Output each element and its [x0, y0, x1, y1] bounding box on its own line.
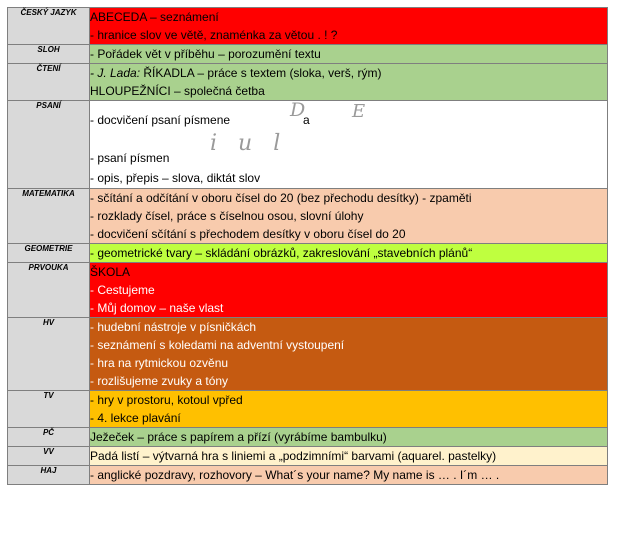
list-item: - seznámení s koledami na adventní vystoupení	[90, 338, 345, 352]
list-item	[90, 101, 607, 131]
subject-cell: GEOMETRIE	[8, 244, 90, 263]
content-cell	[90, 45, 608, 64]
list-item: - anglické pozdravy, rozhovory – What´s your name? My name is … . I´m … .	[90, 468, 500, 482]
content-cell	[90, 101, 608, 189]
content-cell	[90, 318, 608, 391]
table-row	[8, 45, 608, 64]
table-row	[8, 244, 608, 263]
content-cell	[90, 8, 608, 45]
subject-cell: ČTENÍ	[8, 64, 90, 101]
list-item: - Můj domov – naše vlast	[90, 301, 224, 315]
subject-cell: VV	[8, 447, 90, 466]
subject-cell: MATEMATIKA	[8, 189, 90, 244]
list-item: - hra na rytmickou ozvěnu	[90, 356, 229, 370]
subject-cell: TV	[8, 391, 90, 428]
list-item: - rozlišujeme zvuky a tóny	[90, 374, 229, 388]
subject-cell: HV	[8, 318, 90, 391]
subject-cell: HAJ	[8, 466, 90, 485]
list-item: - hranice slov ve větě, znaménka za větou . ! ?	[90, 28, 338, 42]
weekly-plan-table	[7, 7, 608, 485]
content-cell	[90, 391, 608, 428]
table-row	[8, 318, 608, 391]
handwritten-letter-d: D	[290, 99, 306, 121]
content-cell	[90, 244, 608, 263]
content-cell	[90, 447, 608, 466]
list-item-text: a	[303, 113, 310, 127]
list-item: - docvičení sčítání s přechodem desítky v oboru čísel do 20	[90, 227, 406, 241]
list-item: ŠKOLA	[90, 265, 131, 279]
subject-cell: ČESKÝ JAZYK	[8, 8, 90, 45]
table-row	[8, 101, 608, 189]
list-item-text: - psaní písmen	[90, 151, 170, 165]
list-item: - Cestujeme	[90, 283, 155, 297]
author-label: - J. Lada:	[90, 66, 141, 80]
subject-cell: PSANÍ	[8, 101, 90, 189]
table-row	[8, 189, 608, 244]
list-item	[90, 131, 607, 169]
table-row	[8, 466, 608, 485]
list-item: - sčítání a odčítání v oboru čísel do 20 (bez přechodu desítky) - zpaměti	[90, 191, 472, 205]
list-item: Padá listí – výtvarná hra s liniemi a „podzimními“ barvami (aquarel. pastelky)	[90, 449, 497, 463]
list-item: - 4. lekce plavání	[90, 411, 181, 425]
content-cell	[90, 466, 608, 485]
list-item: - Pořádek vět v příběhu – porozumění textu	[90, 47, 321, 61]
content-cell	[90, 189, 608, 244]
content-cell	[90, 64, 608, 101]
table-row	[8, 447, 608, 466]
list-item: ABECEDA – seznámení	[90, 10, 219, 24]
list-item: - opis, přepis – slova, diktát slov	[90, 171, 261, 185]
table-row	[8, 391, 608, 428]
list-item-text: ŘÍKADLA – práce s textem (sloka, verš, rým)	[143, 66, 382, 80]
list-item: - rozklady čísel, práce s číselnou osou, slovní úlohy	[90, 209, 364, 223]
table-row	[8, 428, 608, 447]
table-row	[8, 64, 608, 101]
handwritten-letters: i u l	[210, 131, 288, 156]
subject-cell: PČ	[8, 428, 90, 447]
subject-cell: SLOH	[8, 45, 90, 64]
list-item: - hudební nástroje v písničkách	[90, 320, 257, 334]
content-cell	[90, 428, 608, 447]
table-row	[8, 8, 608, 45]
subject-cell: PRVOUKA	[8, 263, 90, 318]
list-item	[90, 64, 607, 82]
list-item: - geometrické tvary – skládání obrázků, zakreslování „stavebních plánů“	[90, 246, 473, 260]
list-item-text: - docvičení psaní písmene	[90, 113, 231, 127]
list-item: Ježeček – práce s papírem a přízí (vyrábíme bambulku)	[90, 430, 387, 444]
list-item: HLOUPEŽNÍCI – společná četba	[90, 84, 265, 98]
handwritten-letter-e: E	[352, 101, 366, 122]
table-row	[8, 263, 608, 318]
content-cell	[90, 263, 608, 318]
list-item: - hry v prostoru, kotoul vpřed	[90, 393, 243, 407]
